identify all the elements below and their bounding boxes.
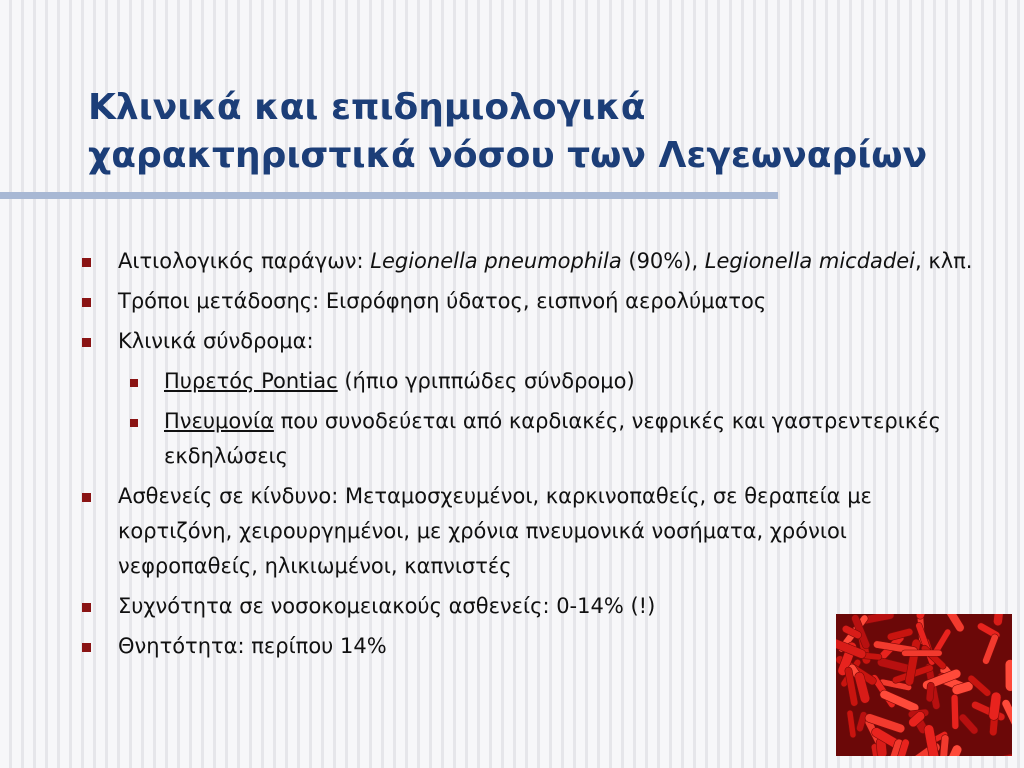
square-bullet-icon [82, 338, 91, 347]
square-bullet-icon [130, 419, 138, 427]
bacterium-rod [902, 650, 943, 656]
bullet-transmission [82, 284, 982, 319]
etiology-prefix: Αιτιολογικός παράγων: [118, 249, 371, 273]
mortality-text: Θνητότητα: περίπου 14% [118, 634, 387, 658]
organism-pneumophila: Legionella pneumophila [370, 249, 622, 273]
title-line-2: χαρακτηριστικά νόσου των Λεγεωναρίων [88, 135, 928, 176]
transmission-text: Τρόποι μετάδοσης: Εισρόφηση ύδατος, εισπνοή αερολύματος [118, 289, 767, 313]
bacteria-micrograph-image [836, 614, 1012, 756]
syndromes-text: Κλινικά σύνδρομα: [118, 329, 314, 353]
bullet-risk [82, 479, 982, 584]
legionella-bacteria-icon [836, 614, 1012, 756]
pontiac-fever-link[interactable]: Πυρετός Pontiac [164, 369, 338, 393]
pneumonia-desc: που συνοδεύεται από καρδιακές, νεφρικές και γαστρεντερικές εκδηλώσεις [164, 409, 941, 468]
square-bullet-icon [130, 379, 138, 387]
etiology-percent: (90%), [621, 249, 705, 273]
organism-micdadei: Legionella micdadei [704, 249, 915, 273]
title-line-1: Κλινικά και επιδημιολογικά [88, 87, 646, 128]
bullet-etiology [82, 244, 982, 279]
square-bullet-icon [82, 258, 91, 267]
bullet-syndromes [82, 324, 982, 359]
square-bullet-icon [82, 603, 91, 612]
bacterium-rod [951, 694, 959, 729]
square-bullet-icon [82, 643, 91, 652]
frequency-text: Συχνότητα σε νοσοκομειακούς ασθενείς: 0-14% (!) [118, 594, 656, 618]
pneumonia-link[interactable]: Πνευμονία [164, 409, 274, 433]
sub-bullet-pneumonia [82, 404, 982, 474]
sub-bullet-pontiac [82, 364, 982, 399]
risk-text: Ασθενείς σε κίνδυνο: Μεταμοσχευμένοι, καρκινοπαθείς, σε θεραπεία με κορτιζόνη, χειρουργημένοι, με χρόνια πνευμονικά νοσήματα, χρόνιοι νεφροπαθείς, ηλικιωμένοι, καπνιστές [118, 484, 872, 578]
square-bullet-icon [82, 298, 91, 307]
pontiac-desc: (ήπιο γριππώδες σύνδρομο) [337, 369, 635, 393]
title-divider [0, 192, 778, 199]
etiology-suffix: , κλπ. [915, 249, 973, 273]
bacterium-rod [926, 682, 935, 702]
slide-title [88, 84, 1008, 180]
bacterium-rod [1005, 659, 1012, 691]
bullet-list [82, 244, 982, 669]
square-bullet-icon [82, 493, 91, 502]
